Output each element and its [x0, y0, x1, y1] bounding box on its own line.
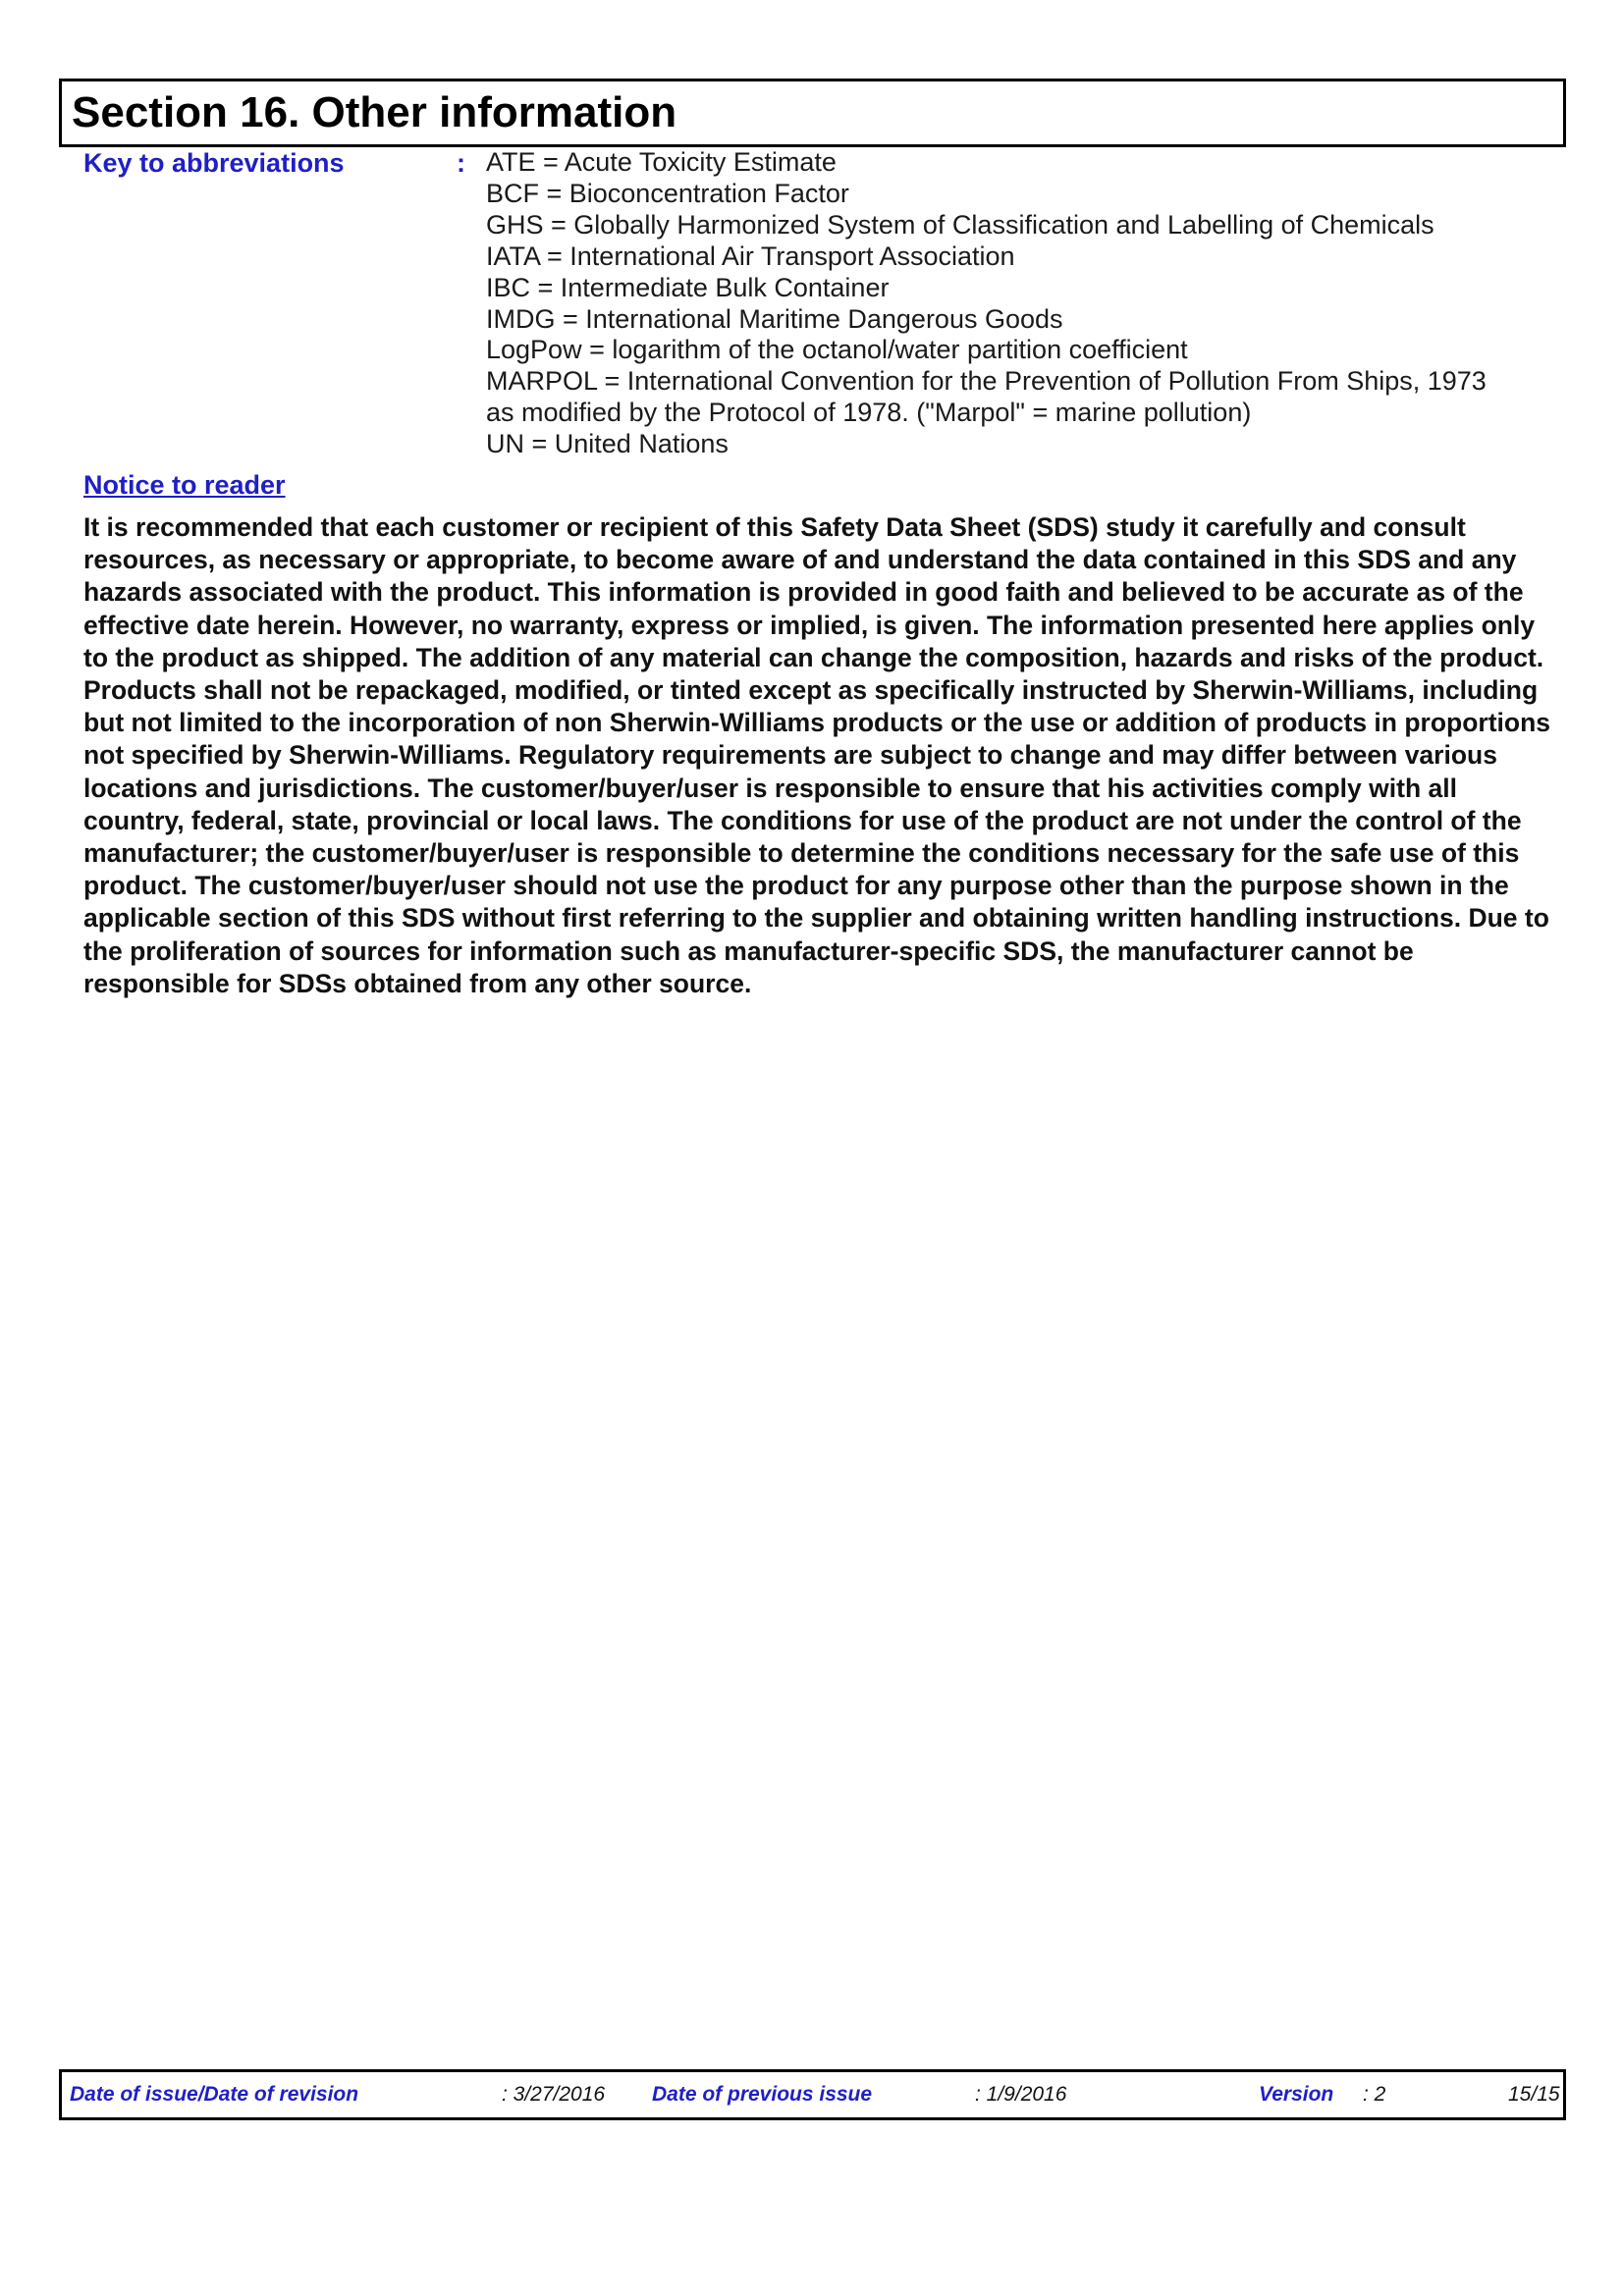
abbreviations-colon: :	[457, 148, 465, 178]
page-footer	[59, 2069, 1566, 2120]
version-label: Version	[1259, 2083, 1334, 2106]
previous-issue-label: Date of previous issue	[652, 2083, 873, 2106]
issue-date-label: Date of issue/Date of revision	[70, 2083, 359, 2106]
abbreviation-item: MARPOL = International Convention for the Prevention of Pollution From Ships, 1973 as modified by the Protocol of 1978. ("Marpol" = marine pollution)	[486, 366, 1487, 428]
version-value: : 2	[1363, 2083, 1386, 2106]
abbreviation-item: GHS = Globally Harmonized System of Classification and Labelling of Chemicals	[486, 209, 1434, 240]
abbreviation-item: UN = United Nations	[486, 429, 729, 459]
abbreviation-item: BCF = Bioconcentration Factor	[486, 178, 849, 208]
abbreviation-item: IMDG = International Maritime Dangerous Goods	[486, 303, 1063, 334]
abbreviation-item: IATA = International Air Transport Association	[486, 240, 1015, 271]
issue-date-value: : 3/27/2016	[502, 2083, 606, 2106]
page-number: 15/15	[1508, 2083, 1560, 2106]
previous-issue-value: : 1/9/2016	[975, 2083, 1067, 2106]
abbreviation-item: IBC = Intermediate Bulk Container	[486, 272, 890, 302]
abbreviations-block	[83, 147, 1556, 460]
notice-body: It is recommended that each customer or recipient of this Safety Data Sheet (SDS) study it carefully and consult resources, as necessary or appropriate, to become aware of and understand the data contained in this SDS and any hazards associated with the product. This information is provided in good faith and believed to be accurate as of the effective date herein. However, no warranty, express or implied, is given. The information presented here applies only to the product as shipped. The addition of any material can change the composition, hazards and risks of the product. Products shall not be repackaged, modified, or tinted except as specifically instructed by Sherwin-Williams, including but not limited to the incorporation of non Sherwin-Williams products or the use or addition of products in proportions not specified by Sherwin-Williams. Regulatory requirements are subject to change and may differ between various locations and jurisdictions. The customer/buyer/user is responsible to ensure that his activities comply with all country, federal, state, provincial or local laws. The conditions for use of the product are not under the control of the manufacturer; the customer/buyer/user is responsible to determine the conditions necessary for the safe use of this product. The customer/buyer/user should not use the product for any purpose other than the purpose shown in the applicable section of this SDS without first referring to the supplier and obtaining written handling instructions. Due to the proliferation of sources for information such as manufacturer-specific SDS, the manufacturer cannot be responsible for SDSs obtained from any other source.	[83, 512, 1551, 998]
abbreviations-list	[486, 147, 1556, 460]
abbreviation-item: ATE = Acute Toxicity Estimate	[486, 147, 837, 177]
section-title: Section 16. Other information	[72, 88, 677, 136]
abbreviations-label: Key to abbreviations	[83, 148, 345, 178]
section-header	[59, 79, 1566, 147]
abbreviations-row	[83, 147, 1556, 460]
abbreviation-item: LogPow = logarithm of the octanol/water partition coefficient	[486, 335, 1188, 365]
notice-to-reader-link[interactable]: Notice to reader	[83, 470, 286, 500]
